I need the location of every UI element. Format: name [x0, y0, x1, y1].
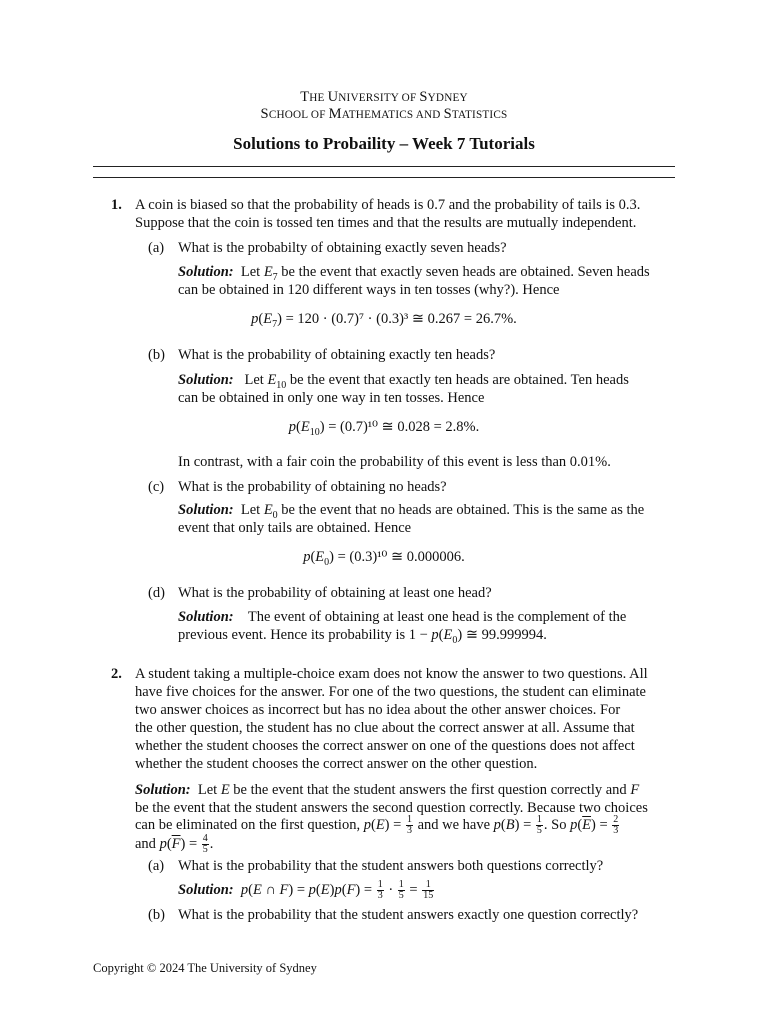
q2-solution-line-4: and $p(\overline{F})$ = $\frac{4}{5}$ .	[135, 833, 214, 855]
q1d-solution-line-2: previous event. Hence its probability is $1 - p(E_0)$ ≅ 99.999994.	[178, 627, 547, 646]
q1b-contrast: In contrast, with a fair coin the probability of this event is less than 0.01%.	[178, 454, 611, 470]
university-name: THE UNIVERSITY OF SYDNEY	[300, 89, 468, 105]
q1d-label: (d)	[148, 585, 165, 601]
page-title: Solutions to Probaility – Week 7 Tutorials	[233, 134, 535, 153]
q1b-solution-line-1: Solution: Let $E_{10}$ be the event that exactly ten heads are obtained. Ten heads	[178, 372, 629, 391]
q1d-solution-line-1: Solution: The event of obtaining at least one head is the complement of the	[178, 609, 627, 625]
q1a-question: What is the probabilty of obtaining exactly seven heads?	[178, 240, 507, 256]
question-2-number: 2.	[111, 666, 122, 682]
question-2-line-2: have five choices for the answer. For one of the two questions, the student can eliminate	[135, 684, 646, 700]
q2a-question: What is the probability that the student answers both questions correctly?	[178, 858, 604, 874]
q1b-question: What is the probability of obtaining exactly ten heads?	[178, 347, 496, 363]
question-2-line-6: whether the student chooses the correct answer on the other question.	[135, 756, 538, 772]
q1a-equation: $p(E_7) = 120 \cdot (0.7)^7 \cdot (0.3)^3$ ≅ 0.267 = 26.7%.	[251, 311, 517, 330]
q2a-solution: Solution: p(E ∩ F) = p(E)p(F) = $\frac{1}{3}$ · $\frac{1}{5}$ = $\frac{1}{15}$	[178, 879, 434, 901]
school-name: SCHOOL OF MATHEMATICS AND STATISTICS	[260, 106, 508, 122]
copyright-footer: Copyright © 2024 The University of Sydney	[93, 961, 317, 975]
q2b-question: What is the probability that the student answers exactly one question correctly?	[178, 907, 639, 923]
q2-solution-line-3: can be eliminated on the first question, p(E) = $\frac{1}{3}$ and we have p(B) = $\frac{1}{5}$ . So $p(\overline{E})$ = $\frac{2}{3}$	[135, 814, 619, 836]
question-2-line-3: two answer choices as incorrect but has no idea about the other answer choices. For	[135, 702, 621, 718]
q2-solution-line-1: Solution: Let E be the event that the student answers the first question correctly and F	[135, 782, 640, 798]
q1c-solution-line-2: event that only tails are obtained. Hence	[178, 520, 412, 536]
header-rule-bottom	[93, 177, 675, 178]
question-1-line-1: A coin is biased so that the probability of heads is 0.7 and the probability of tails is 0.3.	[135, 197, 641, 213]
question-2-line-1: A student taking a multiple-choice exam does not know the answer to two questions. All	[135, 666, 648, 682]
q1a-solution-line-1: Solution: Let $E_7$ be the event that exactly seven heads are obtained. Seven heads	[178, 264, 650, 283]
q1c-question: What is the probability of obtaining no heads?	[178, 479, 447, 495]
q1c-label: (c)	[148, 479, 165, 495]
q2-solution-line-2: be the event that the student answers the second question correctly. Because two choices	[135, 800, 648, 816]
header-rule-top	[93, 166, 675, 167]
question-1-line-2: Suppose that the coin is tossed ten times and that the results are mutually independent.	[135, 215, 637, 231]
question-2-line-5: whether the student chooses the correct answer on one of the questions does not affect	[135, 738, 635, 754]
question-2-line-4: the other question, the student has no clue about the correct answer at all. Assume that	[135, 720, 635, 736]
q1c-solution-line-1: Solution: Let $E_0$ be the event that no heads are obtained. This is the same as the	[178, 502, 645, 521]
q1b-solution-line-2: can be obtained in only one way in ten tosses. Hence	[178, 390, 485, 406]
q1b-equation: $p(E_{10}) = (0.7)^{10}$ ≅ 0.028 = 2.8%.	[288, 419, 480, 438]
q1a-label: (a)	[148, 240, 165, 256]
q2a-label: (a)	[148, 858, 165, 874]
q1a-solution-line-2: can be obtained in 120 different ways in ten tosses (why?). Hence	[178, 282, 560, 298]
q1d-question: What is the probability of obtaining at least one head?	[178, 585, 492, 601]
q2b-label: (b)	[148, 907, 165, 923]
q1c-equation: $p(E_0) = (0.3)^{10}$ ≅ 0.000006.	[303, 549, 465, 568]
question-1-number: 1.	[111, 197, 122, 213]
q1b-label: (b)	[148, 347, 165, 363]
